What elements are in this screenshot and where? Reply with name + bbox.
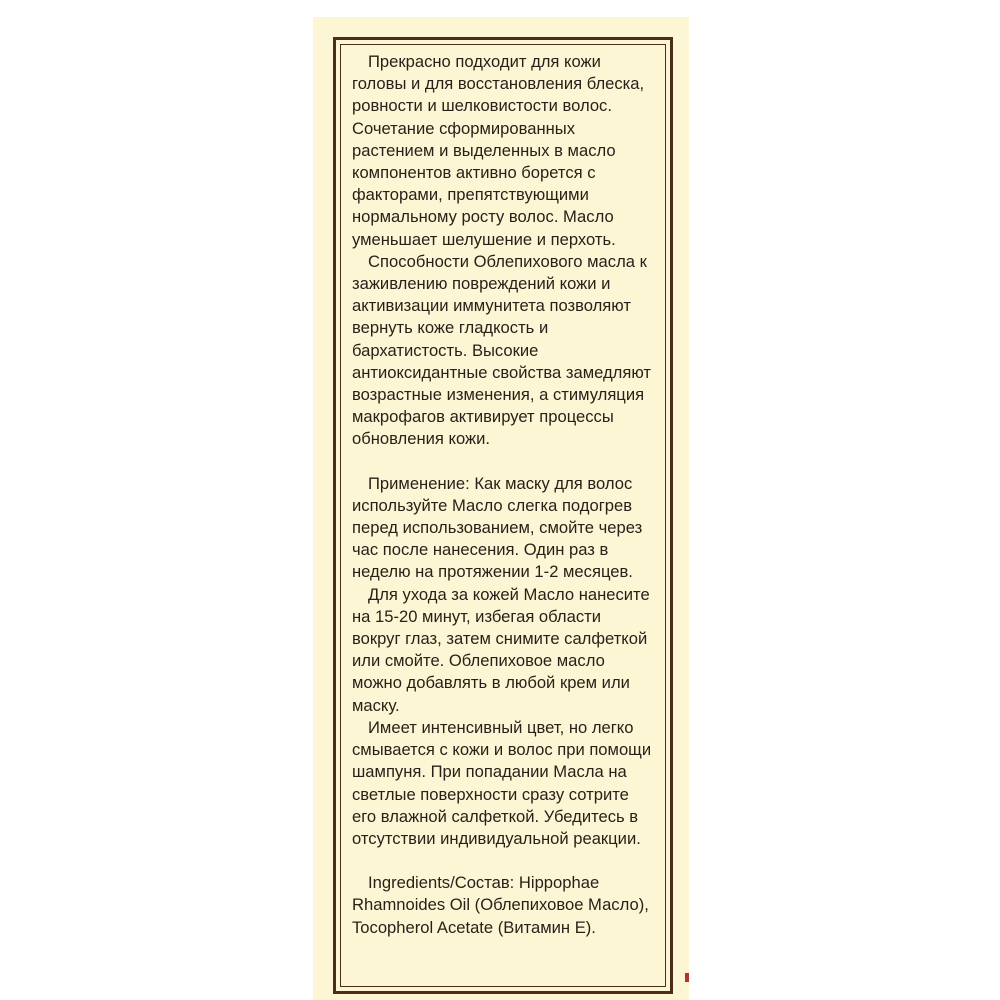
paragraph-spacer bbox=[352, 451, 662, 473]
paragraph-benefits-hair: Прекрасно подходит для кожи головы и для восстановления блеска, ровности и шелковистости волос. Сочетание сформированных растением и выделенных в масло компонентов активно борется с факторами, препятствующими нормальному росту волос. Масло уменьшает шелушение и перхоть. bbox=[352, 52, 645, 249]
paragraph-spacer bbox=[352, 850, 662, 872]
label-text-content bbox=[352, 51, 662, 939]
red-edge-mark bbox=[685, 973, 689, 982]
paragraph-usage-hair: Применение: Как маску для волос используйте Масло слегка подогрев перед использованием, смойте через час после нанесения. Один раз в неделю на протяжении 1-2 месяцев. bbox=[352, 473, 643, 582]
paragraph-ingredients: Ingredients/Состав: Hippophae Rhamnoides Oil (Облепиховое Масло), Tocopherol Acetate (Витамин Е). bbox=[352, 873, 649, 937]
paragraph-warning: Имеет интенсивный цвет, но легко смывается с кожи и волос при помощи шампуня. При попадании Масла на светлые поверхности сразу сотрите его влажной салфеткой. Убедитесь в отсутствии индивидуальной реакции. bbox=[352, 717, 652, 848]
paragraph-usage-skin: Для ухода за кожей Масло нанесите на 15-20 минут, избегая области вокруг глаз, затем снимите салфеткой или смойте. Облепиховое масло можно добавлять в любой крем или маску. bbox=[352, 584, 650, 715]
paragraph-benefits-skin: Способности Облепихового масла к заживлению повреждений кожи и активизации иммунитета позволяют вернуть коже гладкость и бархатистость. Высокие антиоксидантные свойства замедляют возрастные изменения, а стимуляция макрофагов активирует процессы обновления кожи. bbox=[352, 251, 652, 449]
